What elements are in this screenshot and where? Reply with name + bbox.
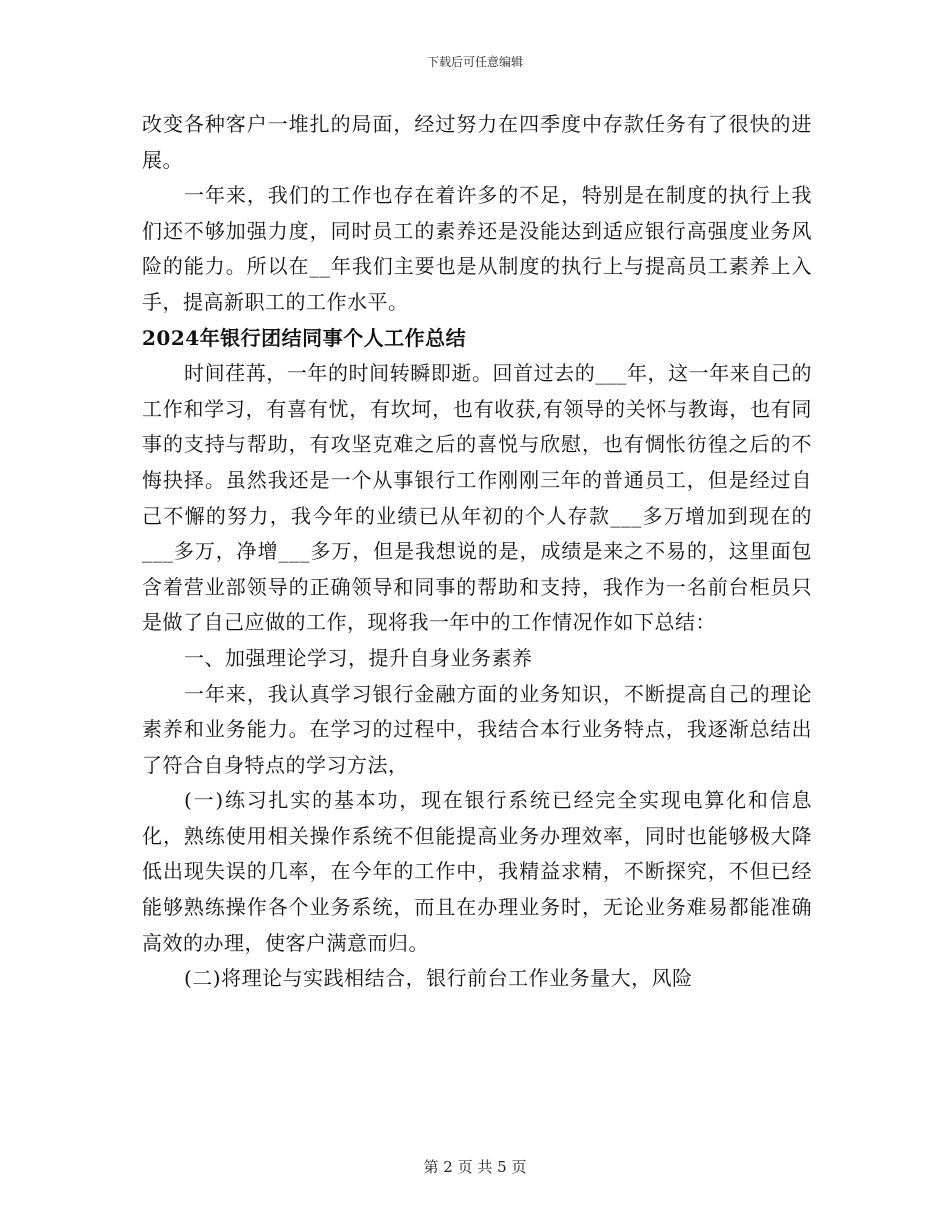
page-footer: 第 2 页 共 5 页 bbox=[423, 1158, 527, 1176]
paragraph-basic-skills: (一)练习扎实的基本功，现在银行系统已经完全实现电算化和信息化，熟练使用相关操作系统不但能提高业务办理效率，同时也能够极大降低出现失误的几率，在今年的工作中，我精益求精，不断探究，不但已经能够熟练操作各个业务系统，而且在办理业务时，无论业务难易都能准确高效的办理，使客户满意而归。 bbox=[142, 788, 812, 955]
section-title: 2024年银行团结同事个人工作总结 bbox=[142, 325, 467, 350]
paragraph-study: 一年来，我认真学习银行金融方面的业务知识，不断提高自己的理论素养和业务能力。在学习的过程中，我结合本行业务特点，我逐渐总结出了符合自身特点的学习方法， bbox=[142, 681, 812, 777]
heading-theory-study: 一、加强理论学习，提升自身业务素养 bbox=[184, 645, 533, 670]
paragraph-practice: (二)将理论与实践相结合，银行前台工作业务量大，风险 bbox=[184, 966, 693, 991]
document-body bbox=[142, 107, 812, 997]
paragraph-intro: 时间荏苒，一年的时间转瞬即逝。回首过去的___年，这一年来自己的工作和学习，有喜有忧，有坎坷，也有收获,有领导的关怀与教诲，也有同事的支持与帮助，有攻坚克难之后的喜悦与欣慰，也有惆怅彷徨之后的不悔抉择。虽然我还是一个从事银行工作刚刚三年的普通员工，但是经过自己不懈的努力，我今年的业绩已从年初的个人存款___多万增加到现在的___多万，净增___多万，但是我想说的是，成绩是来之不易的，这里面包含着营业部领导的正确领导和同事的帮助和支持，我作为一名前台柜员只是做了自己应做的工作，现将我一年中的工作情况作如下总结： bbox=[142, 361, 812, 635]
page-header: 下载后可任意编辑 bbox=[426, 55, 523, 69]
paragraph-continuation: 改变各种客户一堆扎的局面，经过努力在四季度中存款任务有了很快的进展。 bbox=[142, 112, 812, 172]
paragraph-shortcomings: 一年来，我们的工作也存在着许多的不足，特别是在制度的执行上我们还不够加强力度，同时员工的素养还是没能达到适应银行高强度业务风险的能力。所以在__年我们主要也是从制度的执行上与提高员工素养上入手，提高新职工的工作水平。 bbox=[142, 183, 812, 314]
